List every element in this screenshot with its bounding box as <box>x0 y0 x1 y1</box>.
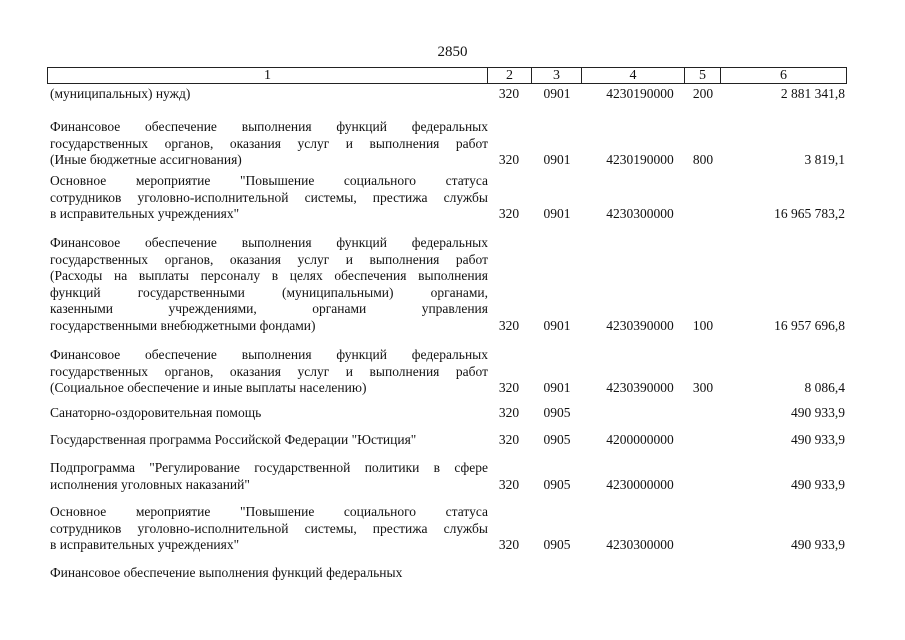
header-col-4: 4 <box>581 67 685 84</box>
description-line: в исправительных учреждениях" <box>50 537 240 552</box>
description-line: Финансовое обеспечение выполнения функций федеральных <box>50 347 488 362</box>
description-line: Финансовое обеспечение выполнения функций федеральных <box>50 235 488 250</box>
description-line: Санаторно-оздоровительная помощь <box>50 405 262 420</box>
header-col-3: 3 <box>531 67 582 84</box>
description-line: государственными внебюджетными фондами) <box>50 317 316 333</box>
cell-target-article: 4200000000 <box>606 432 674 447</box>
description-line: Основное мероприятие "Повышение социального статуса <box>50 504 488 519</box>
cell-subsection-code: 0905 <box>543 405 571 420</box>
description-line: Государственная программа Российской Федерации "Юстиция" <box>50 432 417 447</box>
cell-subsection-code: 0901 <box>543 380 571 395</box>
row-description <box>50 405 488 422</box>
description-line: (муниципальных) нужд) <box>50 86 191 101</box>
description-line: Финансовое обеспечение выполнения функций федеральных <box>50 119 488 134</box>
description-line: (Социальное обеспечение и иные выплаты населению) <box>50 380 367 395</box>
cell-amount: 16 957 696,8 <box>774 317 845 333</box>
cell-amount: 2 881 341,8 <box>780 86 845 101</box>
cell-amount: 490 933,9 <box>791 432 845 447</box>
row-description <box>50 173 488 223</box>
cell-amount: 16 965 783,2 <box>774 206 845 221</box>
cell-amount: 3 819,1 <box>804 152 845 167</box>
cell-amount: 490 933,9 <box>791 476 845 492</box>
header-col-1: 1 <box>47 67 488 84</box>
header-col-2: 2 <box>487 67 532 84</box>
row-description <box>50 460 488 493</box>
cell-section-code: 320 <box>498 86 520 101</box>
description-line: сотрудников уголовно-исполнительной системы, престижа службы <box>50 189 488 205</box>
cell-target-article: 4230300000 <box>606 206 674 221</box>
cell-amount: 490 933,9 <box>791 405 845 420</box>
cell-subsection-code: 0901 <box>543 206 571 221</box>
cell-target-article: 4230390000 <box>606 380 674 395</box>
cell-expense-type: 200 <box>692 86 714 101</box>
cell-target-article: 4230300000 <box>606 537 674 552</box>
page-number: 2850 <box>437 44 468 60</box>
description-line: функций государственными (муниципальными) органами, <box>50 284 488 300</box>
row-description <box>50 347 488 397</box>
cell-section-code: 320 <box>498 380 520 395</box>
description-line: государственных органов, оказания услуг и выполнения работ <box>50 251 488 267</box>
description-line: Основное мероприятие "Повышение социального статуса <box>50 173 488 188</box>
row-description <box>50 565 488 582</box>
description-line: (Иные бюджетные ассигнования) <box>50 152 242 167</box>
cell-expense-type: 800 <box>692 152 714 167</box>
cell-subsection-code: 0905 <box>543 432 571 447</box>
cell-section-code: 320 <box>498 405 520 420</box>
cell-amount: 490 933,9 <box>791 537 845 552</box>
description-line: Финансовое обеспечение выполнения функций федеральных <box>50 565 403 580</box>
cell-amount: 8 086,4 <box>804 380 845 395</box>
row-description <box>50 86 488 103</box>
cell-target-article: 4230190000 <box>606 152 674 167</box>
cell-subsection-code: 0905 <box>543 476 571 492</box>
row-description <box>50 504 488 554</box>
description-line: государственных органов, оказания услуг и выполнения работ <box>50 135 488 151</box>
cell-section-code: 320 <box>498 317 520 333</box>
cell-subsection-code: 0901 <box>543 317 571 333</box>
cell-section-code: 320 <box>498 537 520 552</box>
description-line: Подпрограмма "Регулирование государственной политики в сфере <box>50 460 488 475</box>
cell-target-article: 4230190000 <box>606 86 674 101</box>
header-col-6: 6 <box>720 67 847 84</box>
description-line: государственных органов, оказания услуг и выполнения работ <box>50 363 488 379</box>
description-line: исполнения уголовных наказаний" <box>50 476 250 492</box>
row-description <box>50 432 488 449</box>
row-description <box>50 119 488 169</box>
description-line: в исправительных учреждениях" <box>50 206 240 221</box>
cell-subsection-code: 0905 <box>543 537 571 552</box>
row-description <box>50 235 488 334</box>
description-line: казенными учреждениями, органами управления <box>50 301 488 316</box>
cell-section-code: 320 <box>498 152 520 167</box>
cell-subsection-code: 0901 <box>543 86 571 101</box>
cell-expense-type: 100 <box>692 317 714 333</box>
cell-target-article: 4230000000 <box>606 476 674 492</box>
description-line: (Расходы на выплаты персоналу в целях обеспечения выполнения <box>50 268 488 283</box>
cell-section-code: 320 <box>498 432 520 447</box>
description-line: сотрудников уголовно-исполнительной системы, престижа службы <box>50 520 488 536</box>
cell-expense-type: 300 <box>692 380 714 395</box>
cell-section-code: 320 <box>498 206 520 221</box>
cell-subsection-code: 0901 <box>543 152 571 167</box>
cell-target-article: 4230390000 <box>606 317 674 333</box>
header-col-5: 5 <box>684 67 721 84</box>
cell-section-code: 320 <box>498 476 520 492</box>
